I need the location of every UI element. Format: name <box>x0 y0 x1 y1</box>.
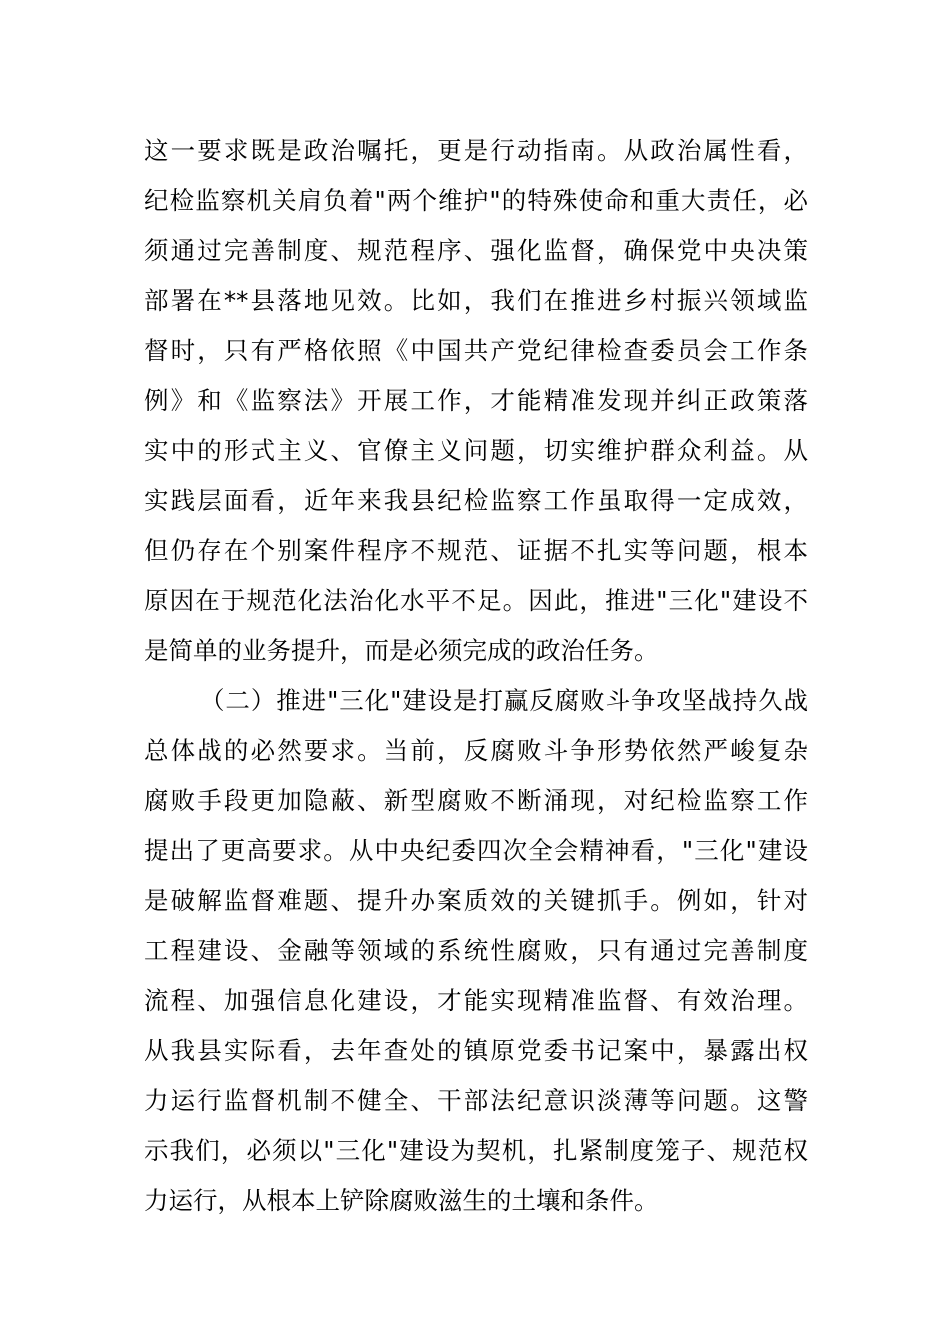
text-line: 总体战的必然要求。当前，反腐败斗争形势依然严峻复杂 <box>144 736 808 765</box>
text-line: 提出了更高要求。从中央纪委四次全会精神看，"三化"建设 <box>144 836 808 865</box>
text-line: 力运行监督机制不健全、干部法纪意识淡薄等问题。这警 <box>144 1086 808 1115</box>
text-line: 实践层面看，近年来我县纪检监察工作虽取得一定成效， <box>144 486 808 515</box>
text-line: 示我们，必须以"三化"建设为契机，扎紧制度笼子、规范权 <box>144 1136 808 1165</box>
text-line: 纪检监察机关肩负着"两个维护"的特殊使命和重大责任，必 <box>144 186 808 215</box>
text-line: 例》和《监察法》开展工作，才能精准发现并纠正政策落 <box>144 386 808 415</box>
text-line: 但仍存在个别案件程序不规范、证据不扎实等问题，根本 <box>144 536 808 565</box>
section-heading-line: （二）推进"三化"建设是打赢反腐败斗争攻坚战持久战 <box>200 686 808 715</box>
text-line: 力运行，从根本上铲除腐败滋生的土壤和条件。 <box>144 1186 659 1215</box>
text-line: 腐败手段更加隐蔽、新型腐败不断涌现，对纪检监察工作 <box>144 786 808 815</box>
text-line: 这一要求既是政治嘱托，更是行动指南。从政治属性看， <box>144 136 808 165</box>
text-line: 督时，只有严格依照《中国共产党纪律检查委员会工作条 <box>144 336 808 365</box>
body-text <box>144 126 808 1226</box>
text-line: 流程、加强信息化建设，才能实现精准监督、有效治理。 <box>144 986 808 1015</box>
text-line: 工程建设、金融等领域的系统性腐败，只有通过完善制度 <box>144 936 808 965</box>
text-line: 须通过完善制度、规范程序、强化监督，确保党中央决策 <box>144 236 808 265</box>
text-line: 是简单的业务提升，而是必须完成的政治任务。 <box>144 636 659 665</box>
text-line: 从我县实际看，去年查处的镇原党委书记案中，暴露出权 <box>144 1036 808 1065</box>
text-line: 实中的形式主义、官僚主义问题，切实维护群众利益。从 <box>144 436 808 465</box>
text-line: 原因在于规范化法治化水平不足。因此，推进"三化"建设不 <box>144 586 808 615</box>
text-line: 是破解监督难题、提升办案质效的关键抓手。例如，针对 <box>144 886 808 915</box>
text-line: 部署在**县落地见效。比如，我们在推进乡村振兴领域监 <box>144 286 808 315</box>
